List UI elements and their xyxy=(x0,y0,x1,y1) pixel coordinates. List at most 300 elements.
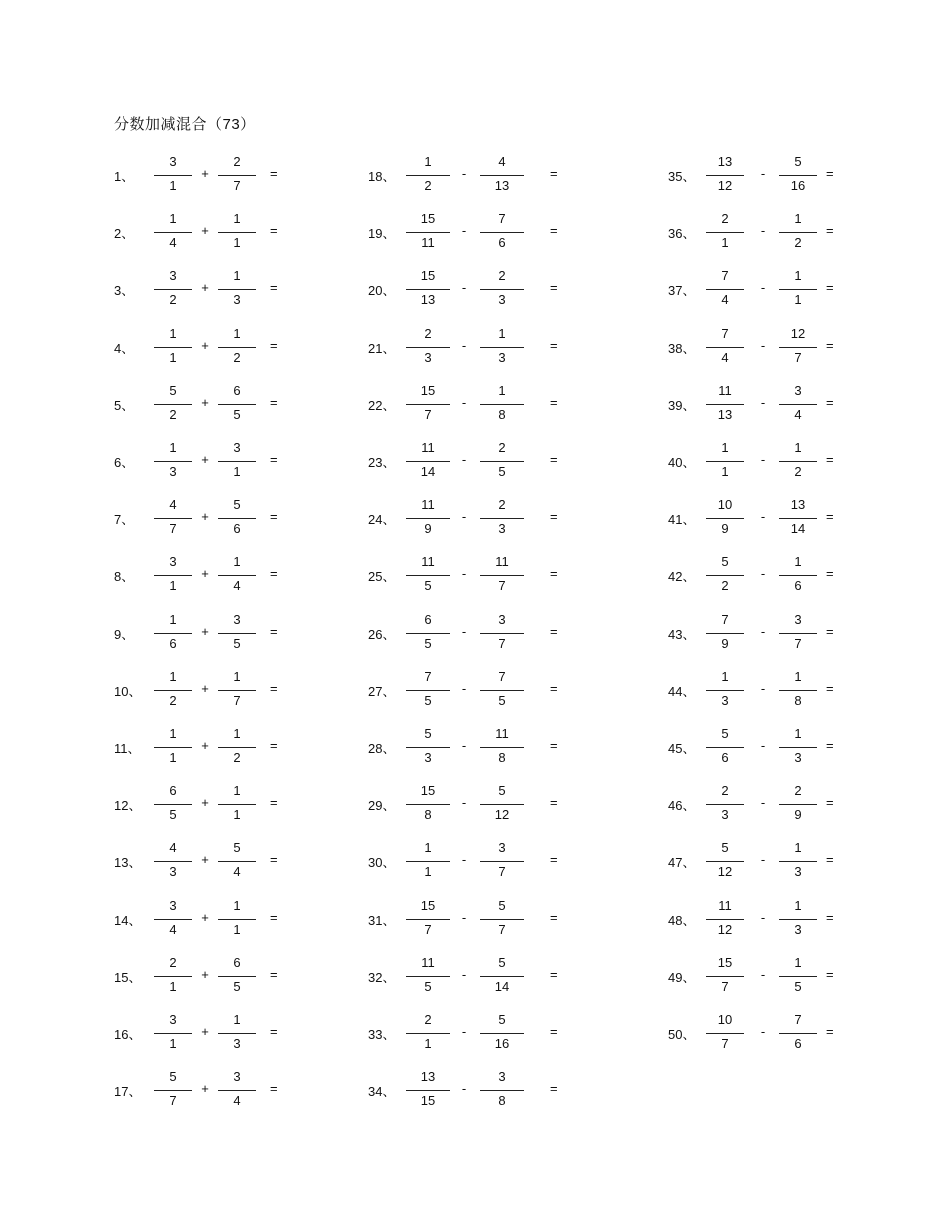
first-fraction xyxy=(406,438,450,486)
fraction-bar xyxy=(218,804,256,805)
numerator: 12 xyxy=(790,326,806,341)
first-fraction xyxy=(154,495,192,543)
numerator: 7 xyxy=(424,669,432,684)
fraction-bar xyxy=(779,690,817,691)
equals-sign: = xyxy=(550,1024,558,1039)
equals-sign: = xyxy=(270,166,278,181)
problem-number: 29、 xyxy=(368,798,396,813)
equals-sign: = xyxy=(270,1024,278,1039)
numerator: 11 xyxy=(421,440,435,455)
fraction-bar xyxy=(779,633,817,634)
second-fraction xyxy=(779,1010,817,1058)
operator-sign: - xyxy=(461,280,467,295)
second-fraction xyxy=(779,209,817,257)
problem-row xyxy=(114,266,282,314)
fraction-bar xyxy=(154,518,192,519)
problem-number: 47、 xyxy=(668,855,696,870)
first-fraction xyxy=(406,209,450,257)
equals-sign: = xyxy=(270,509,278,524)
fraction-bar xyxy=(218,404,256,405)
fraction-bar xyxy=(706,232,744,233)
fraction-bar xyxy=(706,175,744,176)
fraction-bar xyxy=(406,976,450,977)
fraction-bar xyxy=(154,1090,192,1091)
fraction-bar xyxy=(480,289,524,290)
operator-sign: - xyxy=(461,681,467,696)
fraction-bar xyxy=(480,804,524,805)
numerator: 1 xyxy=(794,268,802,283)
equals-sign: = xyxy=(550,852,558,867)
equals-sign: = xyxy=(270,967,278,982)
denominator: 7 xyxy=(169,521,177,536)
fraction-bar xyxy=(154,347,192,348)
fraction-bar xyxy=(218,575,256,576)
first-fraction xyxy=(706,781,744,829)
problem-row xyxy=(114,1010,282,1058)
second-fraction xyxy=(218,781,256,829)
numerator: 1 xyxy=(233,211,241,226)
denominator: 1 xyxy=(169,750,177,765)
numerator: 5 xyxy=(233,497,241,512)
fraction-bar xyxy=(706,919,744,920)
second-fraction xyxy=(480,610,524,658)
fraction-bar xyxy=(480,633,524,634)
fraction-bar xyxy=(480,404,524,405)
denominator: 1 xyxy=(169,178,177,193)
denominator: 3 xyxy=(424,750,432,765)
denominator: 9 xyxy=(424,521,432,536)
equals-sign: = xyxy=(550,223,558,238)
problem-number: 26、 xyxy=(368,627,396,642)
problem-number: 46、 xyxy=(668,798,696,813)
second-fraction xyxy=(218,724,256,772)
denominator: 13 xyxy=(420,292,436,307)
first-fraction xyxy=(406,381,450,429)
denominator: 8 xyxy=(794,693,802,708)
denominator: 6 xyxy=(498,235,506,250)
denominator: 3 xyxy=(424,350,432,365)
equals-sign: = xyxy=(826,166,834,181)
problem-row xyxy=(668,838,838,886)
operator-sign: - xyxy=(461,624,467,639)
problem-number: 42、 xyxy=(668,569,696,584)
problem-number: 2、 xyxy=(114,226,135,241)
equals-sign: = xyxy=(270,910,278,925)
equals-sign: = xyxy=(550,395,558,410)
problem-number: 21、 xyxy=(368,341,396,356)
numerator: 1 xyxy=(233,783,241,798)
fraction-bar xyxy=(779,175,817,176)
numerator: 10 xyxy=(717,497,733,512)
problem-row xyxy=(114,324,282,372)
equals-sign: = xyxy=(270,338,278,353)
problem-row xyxy=(368,610,562,658)
fraction-bar xyxy=(706,461,744,462)
problem-row xyxy=(668,781,838,829)
fraction-bar xyxy=(406,575,450,576)
second-fraction xyxy=(480,667,524,715)
numerator: 7 xyxy=(498,669,506,684)
fraction-bar xyxy=(706,1033,744,1034)
numerator: 4 xyxy=(498,154,506,169)
numerator: 1 xyxy=(233,726,241,741)
problem-row xyxy=(114,896,282,944)
denominator: 1 xyxy=(233,807,241,822)
equals-sign: = xyxy=(826,624,834,639)
operator-sign: + xyxy=(201,509,209,524)
denominator: 3 xyxy=(721,807,729,822)
equals-sign: = xyxy=(270,280,278,295)
fraction-bar xyxy=(218,747,256,748)
second-fraction xyxy=(779,266,817,314)
first-fraction xyxy=(406,1010,450,1058)
equals-sign: = xyxy=(550,166,558,181)
numerator: 1 xyxy=(794,955,802,970)
operator-sign: - xyxy=(760,395,766,410)
second-fraction xyxy=(480,552,524,600)
fraction-bar xyxy=(154,232,192,233)
fraction-bar xyxy=(779,289,817,290)
fraction-bar xyxy=(779,747,817,748)
problem-number: 31、 xyxy=(368,913,396,928)
operator-sign: + xyxy=(201,967,209,982)
denominator: 2 xyxy=(794,464,802,479)
denominator: 14 xyxy=(790,521,806,536)
numerator: 1 xyxy=(233,326,241,341)
first-fraction xyxy=(706,381,744,429)
fraction-bar xyxy=(779,575,817,576)
fraction-bar xyxy=(406,232,450,233)
numerator: 3 xyxy=(169,554,177,569)
problem-row xyxy=(114,724,282,772)
problem-number: 45、 xyxy=(668,741,696,756)
second-fraction xyxy=(779,781,817,829)
fraction-bar xyxy=(154,1033,192,1034)
equals-sign: = xyxy=(270,738,278,753)
denominator: 5 xyxy=(794,979,802,994)
first-fraction xyxy=(706,266,744,314)
denominator: 5 xyxy=(169,807,177,822)
fraction-bar xyxy=(406,1090,450,1091)
equals-sign: = xyxy=(550,280,558,295)
fraction-bar xyxy=(218,1033,256,1034)
equals-sign: = xyxy=(826,566,834,581)
numerator: 1 xyxy=(794,840,802,855)
numerator: 13 xyxy=(790,497,806,512)
operator-sign: + xyxy=(201,624,209,639)
first-fraction xyxy=(154,324,192,372)
fraction-bar xyxy=(218,633,256,634)
numerator: 1 xyxy=(169,612,177,627)
first-fraction xyxy=(406,1067,450,1115)
first-fraction xyxy=(154,152,192,200)
problem-number: 28、 xyxy=(368,741,396,756)
numerator: 1 xyxy=(498,326,506,341)
first-fraction xyxy=(706,209,744,257)
equals-sign: = xyxy=(550,1081,558,1096)
denominator: 1 xyxy=(169,578,177,593)
fraction-bar xyxy=(154,690,192,691)
denominator: 1 xyxy=(169,1036,177,1051)
denominator: 5 xyxy=(233,979,241,994)
first-fraction xyxy=(154,438,192,486)
second-fraction xyxy=(480,495,524,543)
fraction-bar xyxy=(218,289,256,290)
fraction-bar xyxy=(779,347,817,348)
numerator: 3 xyxy=(169,1012,177,1027)
second-fraction xyxy=(218,381,256,429)
fraction-bar xyxy=(406,919,450,920)
problem-number: 23、 xyxy=(368,455,396,470)
second-fraction xyxy=(218,495,256,543)
numerator: 1 xyxy=(169,211,177,226)
numerator: 2 xyxy=(721,783,729,798)
operator-sign: - xyxy=(760,910,766,925)
problem-number: 3、 xyxy=(114,283,135,298)
fraction-bar xyxy=(480,575,524,576)
operator-sign: - xyxy=(461,452,467,467)
second-fraction xyxy=(779,438,817,486)
denominator: 1 xyxy=(233,235,241,250)
second-fraction xyxy=(480,209,524,257)
equals-sign: = xyxy=(550,681,558,696)
denominator: 8 xyxy=(498,407,506,422)
denominator: 14 xyxy=(420,464,436,479)
fraction-bar xyxy=(406,690,450,691)
numerator: 2 xyxy=(498,497,506,512)
numerator: 5 xyxy=(721,840,729,855)
second-fraction xyxy=(480,438,524,486)
problem-row xyxy=(114,495,282,543)
numerator: 4 xyxy=(169,497,177,512)
operator-sign: - xyxy=(760,338,766,353)
numerator: 1 xyxy=(794,898,802,913)
fraction-bar xyxy=(154,404,192,405)
operator-sign: + xyxy=(201,338,209,353)
problem-row xyxy=(114,667,282,715)
numerator: 3 xyxy=(794,383,802,398)
operator-sign: - xyxy=(760,166,766,181)
numerator: 1 xyxy=(721,669,729,684)
problem-number: 48、 xyxy=(668,913,696,928)
operator-sign: - xyxy=(461,967,467,982)
problem-number: 13、 xyxy=(114,855,142,870)
fraction-bar xyxy=(154,804,192,805)
second-fraction xyxy=(218,152,256,200)
problem-number: 33、 xyxy=(368,1027,396,1042)
operator-sign: - xyxy=(760,967,766,982)
problem-number: 24、 xyxy=(368,512,396,527)
denominator: 7 xyxy=(721,979,729,994)
fraction-bar xyxy=(480,232,524,233)
denominator: 4 xyxy=(233,1093,241,1108)
numerator: 3 xyxy=(169,268,177,283)
numerator: 11 xyxy=(421,497,435,512)
equals-sign: = xyxy=(826,223,834,238)
problem-row xyxy=(668,324,838,372)
numerator: 11 xyxy=(495,554,509,569)
fraction-bar xyxy=(706,347,744,348)
problem-number: 44、 xyxy=(668,684,696,699)
denominator: 3 xyxy=(721,693,729,708)
fraction-bar xyxy=(706,861,744,862)
first-fraction xyxy=(154,724,192,772)
denominator: 5 xyxy=(498,693,506,708)
denominator: 4 xyxy=(721,292,729,307)
fraction-bar xyxy=(779,404,817,405)
first-fraction xyxy=(154,266,192,314)
operator-sign: + xyxy=(201,852,209,867)
problem-row xyxy=(114,781,282,829)
problem-number: 25、 xyxy=(368,569,396,584)
fraction-bar xyxy=(779,861,817,862)
first-fraction xyxy=(154,896,192,944)
second-fraction xyxy=(779,495,817,543)
fraction-bar xyxy=(480,919,524,920)
fraction-bar xyxy=(706,690,744,691)
fraction-bar xyxy=(706,575,744,576)
numerator: 13 xyxy=(717,154,733,169)
operator-sign: - xyxy=(461,166,467,181)
fraction-bar xyxy=(480,1090,524,1091)
numerator: 7 xyxy=(794,1012,802,1027)
problem-number: 43、 xyxy=(668,627,696,642)
denominator: 14 xyxy=(494,979,510,994)
numerator: 2 xyxy=(721,211,729,226)
operator-sign: + xyxy=(201,738,209,753)
numerator: 3 xyxy=(169,898,177,913)
problem-row xyxy=(668,552,838,600)
fraction-bar xyxy=(779,804,817,805)
operator-sign: + xyxy=(201,223,209,238)
equals-sign: = xyxy=(270,852,278,867)
problem-row xyxy=(368,781,562,829)
numerator: 1 xyxy=(169,726,177,741)
denominator: 5 xyxy=(424,636,432,651)
problem-number: 36、 xyxy=(668,226,696,241)
numerator: 11 xyxy=(495,726,509,741)
operator-sign: - xyxy=(760,452,766,467)
equals-sign: = xyxy=(270,1081,278,1096)
numerator: 6 xyxy=(233,955,241,970)
denominator: 9 xyxy=(721,521,729,536)
problem-row xyxy=(368,1010,562,1058)
denominator: 1 xyxy=(424,864,432,879)
first-fraction xyxy=(706,1010,744,1058)
page-title: 分数加减混合（73） xyxy=(114,116,256,133)
problem-row xyxy=(668,266,838,314)
second-fraction xyxy=(779,324,817,372)
numerator: 5 xyxy=(424,726,432,741)
problem-row xyxy=(368,953,562,1001)
second-fraction xyxy=(779,152,817,200)
first-fraction xyxy=(706,152,744,200)
numerator: 1 xyxy=(424,840,432,855)
numerator: 1 xyxy=(794,554,802,569)
equals-sign: = xyxy=(550,566,558,581)
numerator: 11 xyxy=(421,554,435,569)
first-fraction xyxy=(154,667,192,715)
problem-row xyxy=(114,209,282,257)
problem-row xyxy=(668,209,838,257)
second-fraction xyxy=(480,381,524,429)
second-fraction xyxy=(779,953,817,1001)
first-fraction xyxy=(406,953,450,1001)
problem-number: 32、 xyxy=(368,970,396,985)
operator-sign: - xyxy=(461,795,467,810)
second-fraction xyxy=(480,324,524,372)
problem-row xyxy=(114,152,282,200)
problem-number: 1、 xyxy=(114,169,135,184)
problem-number: 49、 xyxy=(668,970,696,985)
operator-sign: - xyxy=(461,566,467,581)
fraction-bar xyxy=(218,861,256,862)
first-fraction xyxy=(154,1010,192,1058)
denominator: 7 xyxy=(169,1093,177,1108)
second-fraction xyxy=(218,552,256,600)
numerator: 1 xyxy=(794,440,802,455)
problem-row xyxy=(368,438,562,486)
denominator: 7 xyxy=(424,922,432,937)
denominator: 7 xyxy=(424,407,432,422)
problem-number: 4、 xyxy=(114,341,135,356)
fraction-bar xyxy=(480,461,524,462)
numerator: 3 xyxy=(233,612,241,627)
problem-number: 5、 xyxy=(114,398,135,413)
denominator: 13 xyxy=(494,178,510,193)
numerator: 2 xyxy=(424,326,432,341)
equals-sign: = xyxy=(550,910,558,925)
second-fraction xyxy=(480,1067,524,1115)
first-fraction xyxy=(706,953,744,1001)
fraction-bar xyxy=(406,1033,450,1034)
first-fraction xyxy=(406,552,450,600)
denominator: 8 xyxy=(498,750,506,765)
problem-number: 7、 xyxy=(114,512,135,527)
numerator: 1 xyxy=(233,898,241,913)
second-fraction xyxy=(480,724,524,772)
problem-row xyxy=(114,610,282,658)
first-fraction xyxy=(406,266,450,314)
problem-row xyxy=(368,324,562,372)
first-fraction xyxy=(406,495,450,543)
equals-sign: = xyxy=(826,910,834,925)
denominator: 6 xyxy=(794,1036,802,1051)
operator-sign: - xyxy=(461,223,467,238)
denominator: 3 xyxy=(233,1036,241,1051)
fraction-bar xyxy=(154,461,192,462)
numerator: 3 xyxy=(498,612,506,627)
numerator: 2 xyxy=(498,268,506,283)
first-fraction xyxy=(406,896,450,944)
denominator: 7 xyxy=(233,693,241,708)
fraction-bar xyxy=(218,175,256,176)
denominator: 7 xyxy=(794,636,802,651)
first-fraction xyxy=(706,896,744,944)
fraction-bar xyxy=(779,461,817,462)
operator-sign: + xyxy=(201,166,209,181)
first-fraction xyxy=(406,610,450,658)
second-fraction xyxy=(480,953,524,1001)
denominator: 12 xyxy=(494,807,510,822)
equals-sign: = xyxy=(270,395,278,410)
fraction-bar xyxy=(154,633,192,634)
second-fraction xyxy=(480,781,524,829)
denominator: 5 xyxy=(498,464,506,479)
fraction-bar xyxy=(154,919,192,920)
problem-number: 17、 xyxy=(114,1084,142,1099)
denominator: 5 xyxy=(424,979,432,994)
